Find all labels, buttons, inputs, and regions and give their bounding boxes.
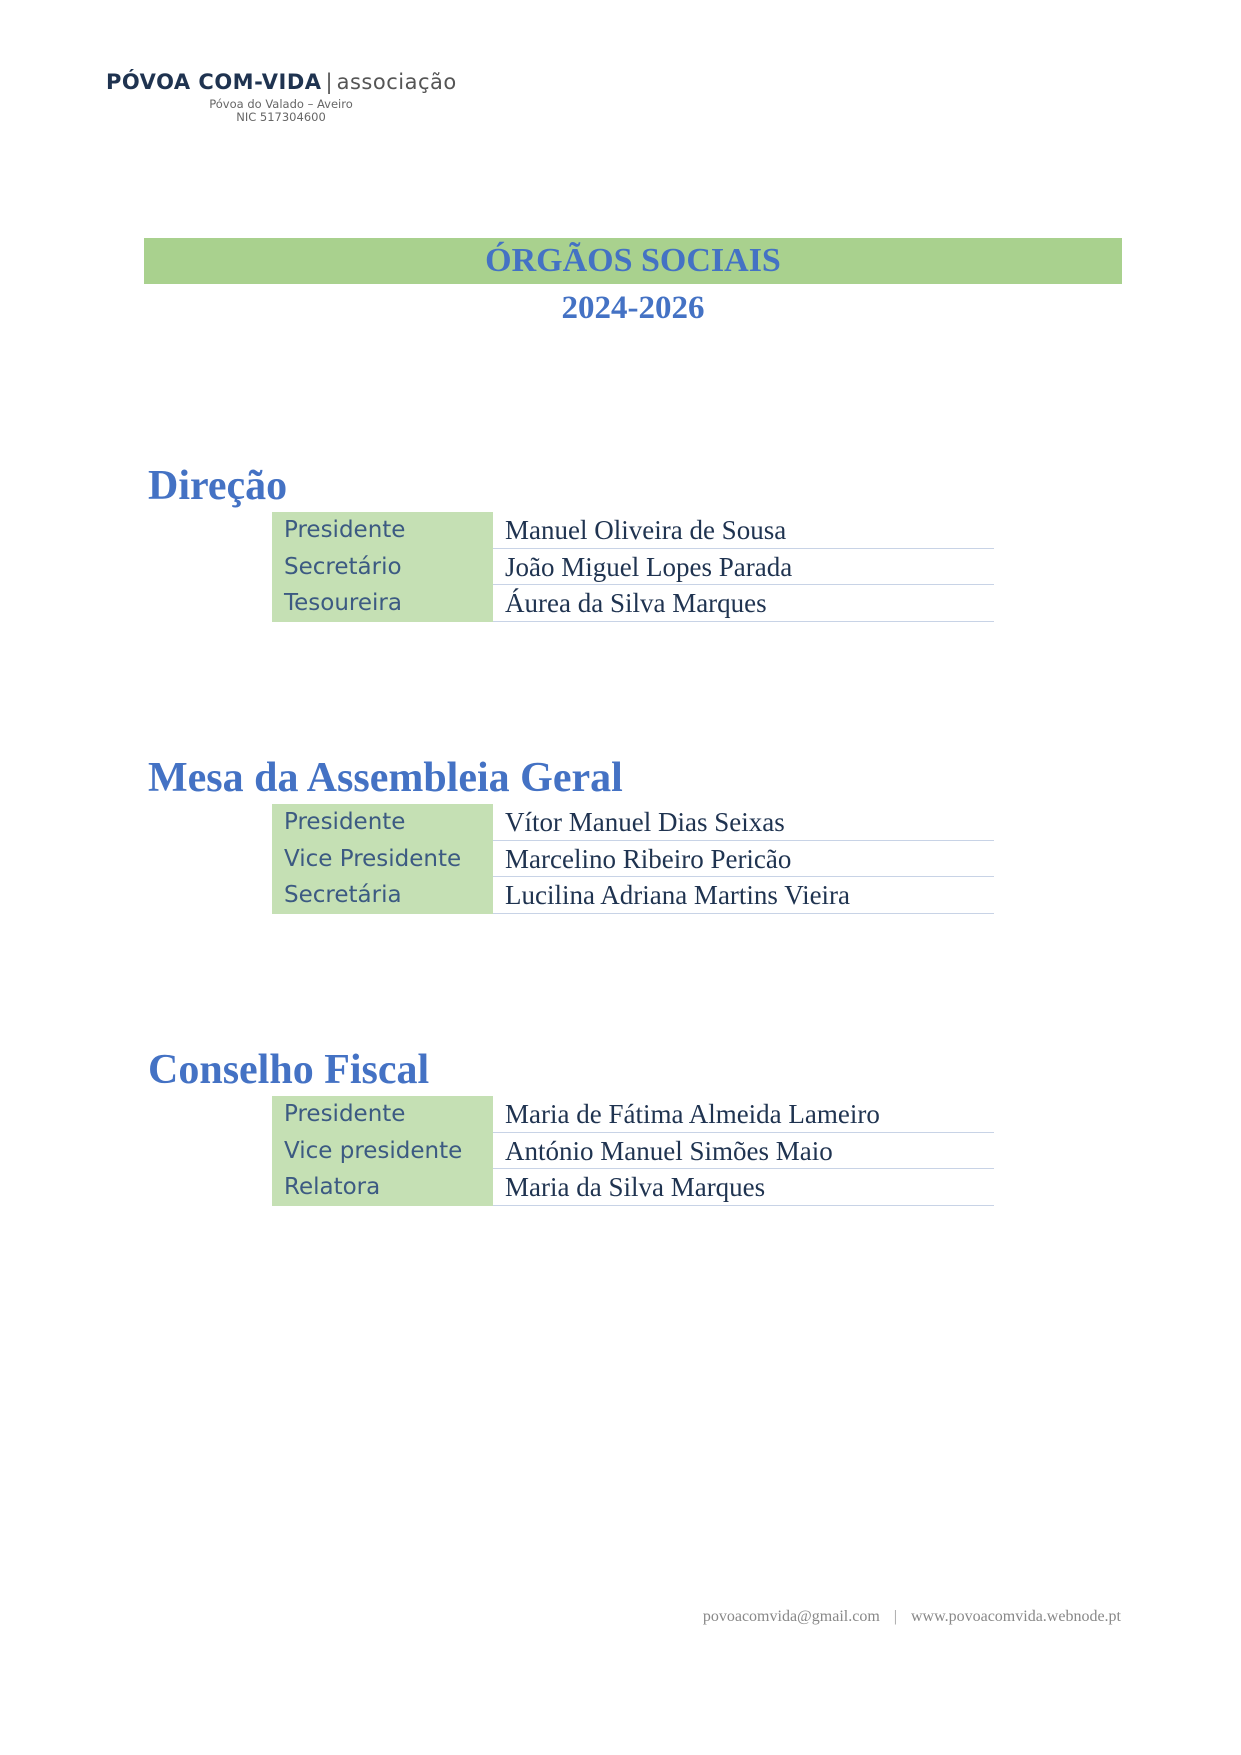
table-row [272,585,994,622]
title-bar [144,238,1122,284]
role-cell: Presidente [272,1096,493,1133]
page-footer [703,1608,1121,1626]
members-table [272,1096,994,1206]
name-cell: Marcelino Ribeiro Pericão [493,841,994,878]
table-row [272,1169,994,1206]
role-cell: Presidente [272,512,493,549]
name-cell: Manuel Oliveira de Sousa [493,512,994,549]
name-cell: Lucilina Adriana Martins Vieira [493,877,994,914]
brand [106,70,457,94]
name-cell: Vítor Manuel Dias Seixas [493,804,994,841]
footer-email: povoacomvida@gmail.com [702,1608,880,1625]
brand-separator: | [325,70,333,94]
organization-nic: NIC 517304600 [236,110,326,124]
organization-name: PÓVOA COM-VIDA [106,70,322,94]
letterhead [106,70,457,124]
role-cell: Secretária [272,877,493,914]
members-table [272,804,994,914]
page-title: ÓRGÃOS SOCIAIS [485,242,781,279]
name-cell: António Manuel Simões Maio [493,1133,994,1170]
section-mesa-assembleia-geral [148,754,1048,914]
table-row [272,841,994,878]
name-cell: João Miguel Lopes Parada [493,549,994,586]
role-cell: Relatora [272,1169,493,1206]
term-period: 2024-2026 [561,290,705,326]
members-table [272,512,994,622]
section-direcao [148,462,1048,622]
role-cell: Vice Presidente [272,841,493,878]
section-heading: Direção [148,463,288,509]
name-cell: Áurea da Silva Marques [493,585,994,622]
role-cell: Secretário [272,549,493,586]
table-row [272,1096,994,1133]
table-row [272,804,994,841]
role-cell: Presidente [272,804,493,841]
footer-separator: | [893,1608,897,1625]
name-cell: Maria de Fátima Almeida Lameiro [493,1096,994,1133]
section-heading: Mesa da Assembleia Geral [148,755,623,801]
role-cell: Vice presidente [272,1133,493,1170]
footer-website: www.povoacomvida.webnode.pt [910,1608,1121,1625]
table-row [272,512,994,549]
organization-location: Póvoa do Valado – Aveiro [209,97,353,111]
role-cell: Tesoureira [272,585,493,622]
table-row [272,549,994,586]
table-row [272,877,994,914]
organization-type: associação [336,70,457,94]
table-row [272,1133,994,1170]
section-conselho-fiscal [148,1046,1048,1206]
name-cell: Maria da Silva Marques [493,1169,994,1206]
section-heading: Conselho Fiscal [148,1047,430,1093]
